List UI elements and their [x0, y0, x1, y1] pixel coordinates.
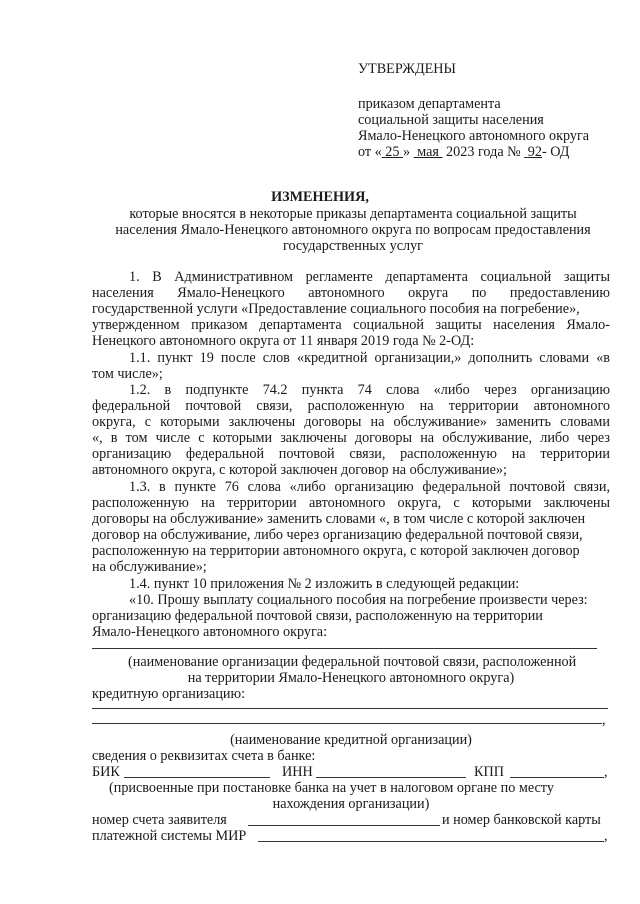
p13-line-4: договор на обслуживание, либо через организацию федеральной почтовой связи,	[92, 527, 583, 543]
p11-line-2: том числе»;	[92, 366, 163, 382]
p12-line-1: 1.2. в подпункте 74.2 пункта 74 слова «либо через организацию	[129, 382, 610, 398]
p12-line-5: организацию федеральной почтовой связи, расположенную на территории	[92, 446, 610, 462]
title-sub-2: населения Ямало-Ненецкого автономного округа по вопросам предоставления	[115, 222, 591, 238]
credit-org-blank-2[interactable]	[92, 723, 602, 724]
credit-org-comma: ,	[602, 712, 606, 728]
p13-line-3: договоры на обслуживание» заменить словами «, в том числе с которой заключен	[92, 511, 586, 527]
p13-line-2: расположенную на территории автономного округа, с которыми заключены	[92, 495, 610, 511]
date-day: 25	[385, 144, 400, 160]
approval-line-2: социальной защиты населения	[358, 112, 544, 128]
title-sub-1: которые вносятся в некоторые приказы департамента социальной защиты	[129, 206, 577, 222]
p10-line-2: организацию федеральной почтовой связи, расположенную на территории	[92, 608, 543, 624]
kpp-field[interactable]	[510, 777, 604, 778]
title-sub-3: государственных услуг	[283, 238, 423, 254]
credit-caption: (наименование кредитной организации)	[230, 732, 472, 748]
postal-caption-2: на территории Ямало-Ненецкого автономного округа)	[187, 670, 515, 686]
p1-line-4: утвержденном приказом департамента социальной защиты населения Ямало-	[92, 317, 610, 333]
credit-org-label: кредитную организацию:	[92, 686, 246, 702]
p11-line-1: 1.1. пункт 19 после слов «кредитной организации,» дополнить словами «в	[129, 350, 610, 366]
date-prefix: от «	[358, 144, 382, 160]
date-year: 2023 года №	[446, 144, 521, 160]
p12-line-6: автономного округа, с которой заключен договор на обслуживание»;	[92, 462, 507, 478]
bik-label: БИК	[92, 764, 120, 780]
card-number-field[interactable]	[258, 841, 604, 842]
assigned-caption-1: (присвоенные при постановке банка на учет в налоговом органе по месту	[109, 780, 554, 796]
date-mid: »	[403, 144, 411, 160]
p13-line-1: 1.3. в пункте 76 слова «либо организацию федеральной почтовой связи,	[129, 479, 610, 495]
credit-org-blank-1[interactable]	[92, 708, 608, 709]
inn-field[interactable]	[316, 777, 466, 778]
assigned-caption-2: нахождения организации)	[272, 796, 430, 812]
p12-line-4: «, в том числе с которыми заключены договоры на обслуживание, либо через	[92, 430, 610, 446]
account-label: номер счета заявителя	[92, 812, 227, 828]
approval-heading: УТВЕРЖДЕНЫ	[358, 61, 456, 77]
postal-org-blank[interactable]	[92, 648, 597, 649]
postal-caption-1: (наименование организации федеральной почтовой связи, расположенной	[128, 654, 577, 670]
bank-details-label: сведения о реквизитах счета в банке:	[92, 748, 316, 764]
approval-date-line	[358, 143, 569, 161]
p13-line-5: расположенную на территории автономного округа, с которой заключен договор	[92, 543, 580, 559]
kpp-comma: ,	[604, 764, 608, 780]
p14-line: 1.4. пункт 10 приложения № 2 изложить в следующей редакции:	[129, 576, 520, 592]
p12-line-3: округа, с которыми заключены договоры на обслуживание» заменить словами	[92, 414, 610, 430]
card-comma: ,	[604, 828, 608, 844]
inn-label: ИНН	[282, 764, 313, 780]
approval-line-1: приказом департамента	[358, 96, 501, 112]
p1-line-2: населения Ямало-Ненецкого автономного округа по предоставлению	[92, 285, 610, 301]
p10-line-3: Ямало-Ненецкого автономного округа:	[92, 624, 328, 640]
p1-line-3: государственной услуги «Предоставление социального пособия на погребение»,	[92, 301, 580, 317]
approval-line-3: Ямало-Ненецкого автономного округа	[358, 128, 590, 144]
p12-line-2: федеральной почтовой связи, расположенную на территории автономного	[92, 398, 610, 414]
p1-line-5: Ненецкого автономного округа от 11 января 2019 года № 2-ОД:	[92, 333, 475, 349]
payment-system-label: платежной системы МИР	[92, 828, 247, 844]
order-number-suffix: - ОД	[541, 144, 570, 160]
p13-line-6: на обслуживание»;	[92, 559, 207, 575]
p1-line-1: 1. В Административном регламенте департамента социальной защиты	[129, 269, 610, 285]
kpp-label: КПП	[474, 764, 504, 780]
p10-line-1: «10. Прошу выплату социального пособия на погребение произвести через:	[129, 592, 588, 608]
order-number: 92	[527, 144, 542, 160]
document-title: ИЗМЕНЕНИЯ,	[271, 189, 369, 205]
account-field[interactable]	[248, 825, 440, 826]
bik-field[interactable]	[124, 777, 270, 778]
card-label: и номер банковской карты	[442, 812, 601, 828]
date-month: мая	[417, 144, 439, 160]
